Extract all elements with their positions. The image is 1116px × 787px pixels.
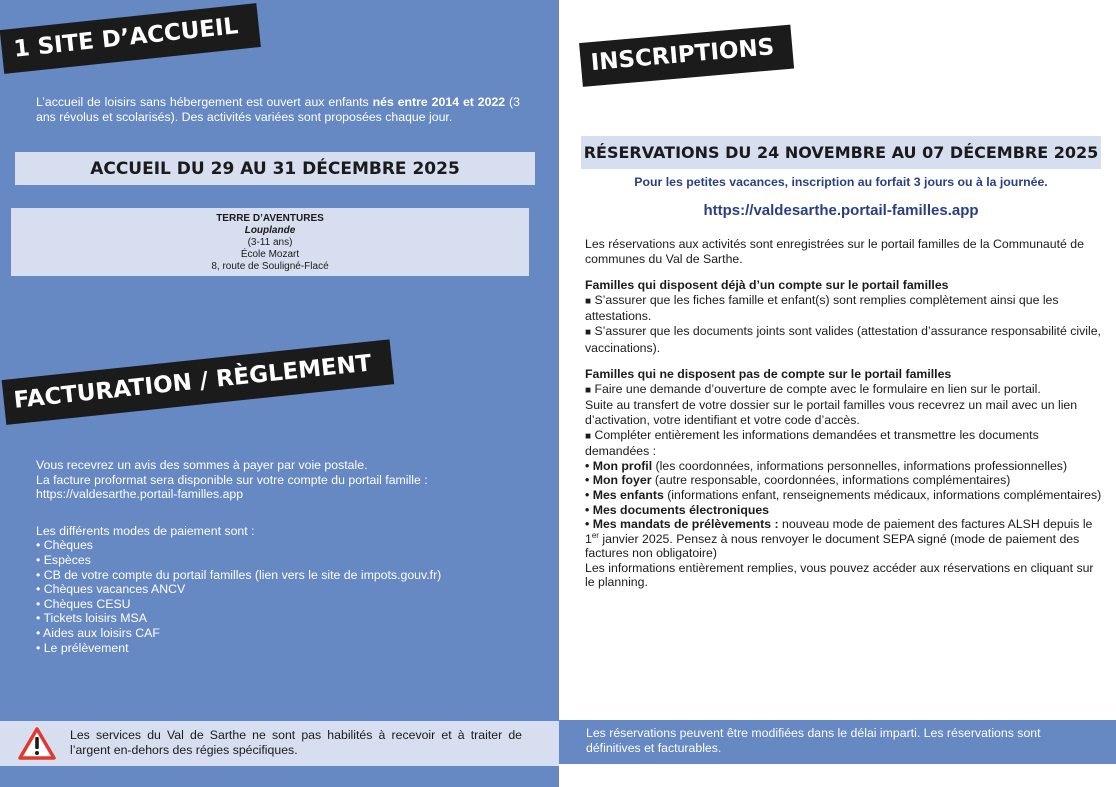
- with-account-item: ■ S’assurer que les documents joints sont valides (attestation d’assurance responsabilité civile, vaccinations).: [585, 323, 1101, 355]
- payment-mode-item: • Chèques: [36, 538, 93, 553]
- mandats-section-item: • Mes mandats de prélèvements : nouveau mode de paiement des factures ALSH depuis le 1er janvier 2025. Pensez à nous renvoyer le document SEPA signé (mode de paiement des factures non obligatoire): [585, 517, 1093, 561]
- square-bullet-icon: ■: [585, 326, 592, 338]
- site-name: TERRE D’AVENTURES: [216, 213, 324, 224]
- inscriptions-banner: INSCRIPTIONS: [579, 25, 794, 87]
- site-card: [11, 208, 529, 276]
- site-address: 8, route de Souligné-Flacé: [211, 261, 329, 272]
- payment-mode-item: • Espèces: [36, 552, 91, 567]
- payment-modes-title: Les différents modes de paiement sont :: [36, 523, 255, 538]
- reservations-subtitle: Pour les petites vacances, inscription au forfait 3 jours ou à la journée.: [634, 175, 1048, 189]
- payment-mode-item: • Le prélèvement: [36, 640, 129, 655]
- payment-mode-item: • Chèques CESU: [36, 596, 131, 611]
- facturation-line: La facture proformat sera disponible sur votre compte du portail famille :: [36, 472, 428, 487]
- facturation-banner: FACTURATION / RÈGLEMENT: [2, 339, 394, 424]
- payment-mode-item: • Tickets loisirs MSA: [36, 611, 147, 626]
- intro-text: L’accueil de loisirs sans hébergement est ouvert aux enfants: [36, 95, 373, 109]
- square-bullet-icon: ■: [585, 430, 592, 442]
- facturation-line: Vous recevrez un avis des sommes à payer par voie postale.: [36, 458, 368, 472]
- portal-url-link[interactable]: https://valdesarthe.portail-familles.app: [703, 202, 979, 219]
- facturation-text: [36, 458, 536, 655]
- intro-text-end: (3 ans révolus et scolarisés). Des activités variées sont proposées chaque jour.: [36, 95, 520, 124]
- payment-mode-item: • Aides aux loisirs CAF: [36, 625, 160, 640]
- right-panel: [559, 0, 1116, 787]
- reservations-body: [585, 237, 1105, 590]
- without-account-item: ■ Faire une demande d’ouverture de compte avec le formulaire en lien sur le portail.: [585, 381, 1041, 396]
- without-account-heading: Familles qui ne disposent pas de compte sur le portail familles: [585, 367, 952, 382]
- right-footer-notice: [559, 720, 1116, 764]
- closing-text: Les informations entièrement remplies, vous pouvez accéder aux réservations en cliquant sur le planning.: [585, 560, 1094, 590]
- right-footer-text: Les réservations peuvent être modifiées dans le délai imparti. Les réservations sont définitives et facturables.: [586, 726, 1041, 755]
- without-account-item: ■ Compléter entièrement les informations demandées et transmettre les documents demandées :: [585, 427, 1039, 459]
- site-town: Louplande: [244, 225, 296, 236]
- payment-mode-item: • Chèques vacances ANCV: [36, 582, 186, 597]
- with-account-heading: Familles qui disposent déjà d’un compte sur le portail familles: [585, 278, 949, 293]
- foyer-section-item: • Mon foyer (autre responsable, coordonnées, informations complémentaires): [585, 473, 1011, 488]
- facturation-url[interactable]: https://valdesarthe.portail-familles.app: [36, 487, 244, 502]
- accueil-dates-title: ACCUEIL DU 29 AU 31 DÉCEMBRE 2025: [90, 158, 460, 179]
- profile-section-item: • Mon profil (les coordonnées, informations personnelles, informations professionnelles): [585, 458, 1068, 473]
- accueil-intro: [36, 95, 520, 125]
- left-footer-notice: [0, 721, 559, 766]
- documents-section-item: • Mes documents électroniques: [585, 502, 770, 517]
- warning-icon: [18, 726, 56, 761]
- payment-mode-item: • CB de votre compte du portail familles (lien vers le site de impots.gouv.fr): [36, 567, 442, 582]
- enfants-section-item: • Mes enfants (informations enfant, renseignements médicaux, informations complémentaires): [585, 487, 1102, 502]
- with-account-item: ■ S’assurer que les fiches famille et enfant(s) sont remplies complètement ainsi que les attestations.: [585, 292, 1059, 324]
- site-school: École Mozart: [240, 249, 300, 260]
- square-bullet-icon: ■: [585, 295, 592, 307]
- intro-bold: nés entre 2014 et 2022: [372, 95, 506, 109]
- reservations-dates-bar: [581, 136, 1101, 169]
- accueil-dates-bar: [15, 152, 535, 185]
- reservations-dates-title: RÉSERVATIONS DU 24 NOVEMBRE AU 07 DÉCEMBRE 2025: [583, 143, 1099, 162]
- site-ages: (3-11 ans): [247, 237, 293, 248]
- reservations-intro: Les réservations aux activités sont enregistrées sur le portail familles de la Communauté de communes du Val de Sarthe.: [585, 237, 1084, 266]
- left-footer-text: Les services du Val de Sarthe ne sont pas habilités à recevoir et à traiter de l’argent en-dehors des régies spécifiques.: [70, 728, 522, 757]
- site-accueil-banner: 1 SITE D’ACCUEIL: [0, 3, 260, 74]
- without-account-text: Suite au transfert de votre dossier sur le portail familles vous recevrez un mail avec un lien d’activation, votre identifiant et votre code d’accès.: [585, 398, 1078, 427]
- square-bullet-icon: ■: [585, 384, 592, 396]
